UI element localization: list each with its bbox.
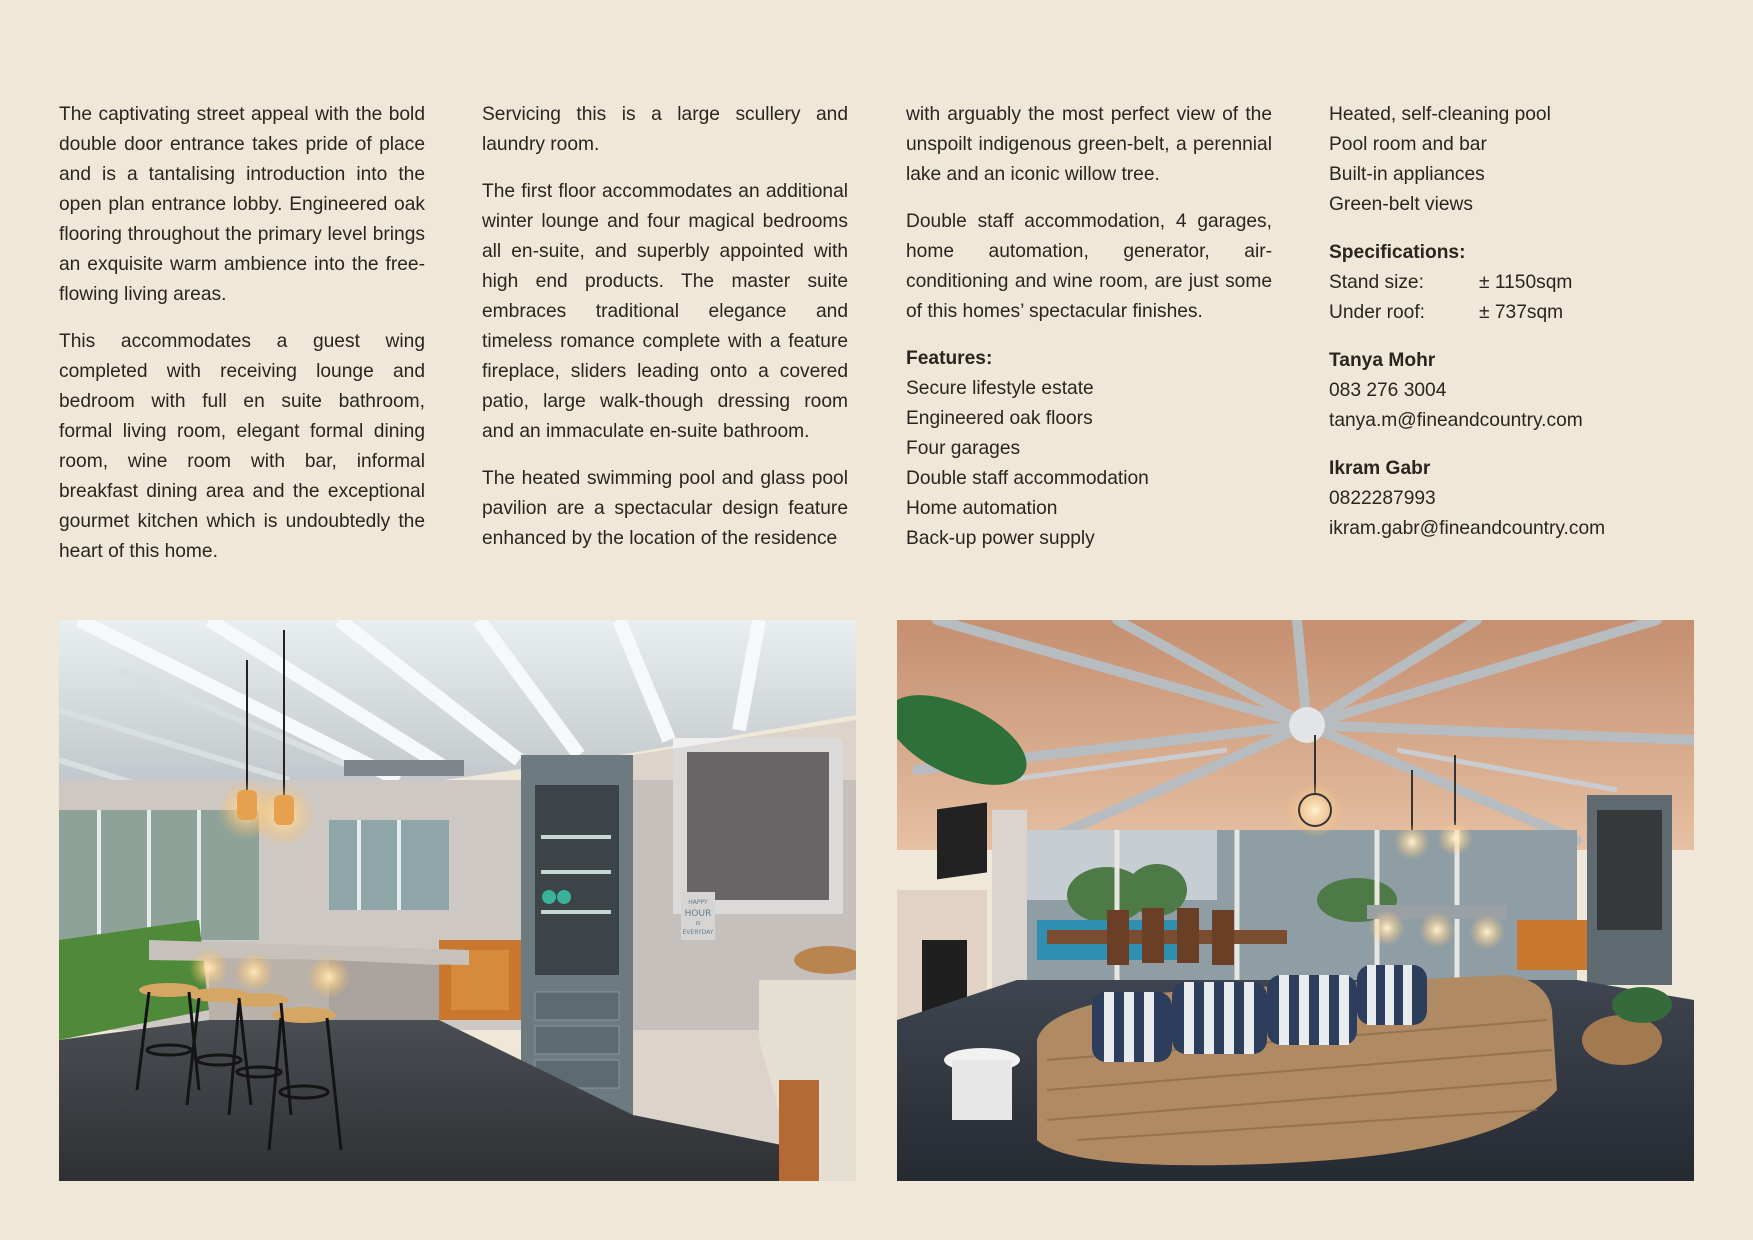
list-item: Home automation bbox=[906, 498, 1058, 519]
list-item: Built-in appliances bbox=[1329, 164, 1485, 185]
text-column-3 bbox=[906, 100, 1272, 572]
list-item: Engineered oak floors bbox=[906, 408, 1093, 429]
list-item: Back-up power supply bbox=[906, 528, 1095, 549]
bar-interior-photo bbox=[59, 620, 856, 1181]
scullery-paragraph: Servicing this is a large scullery and laundry room. bbox=[482, 104, 848, 155]
contact-name: Tanya Mohr bbox=[1329, 350, 1436, 371]
spec-label: Stand size: bbox=[1329, 272, 1424, 293]
contact-phone[interactable]: 083 276 3004 bbox=[1329, 380, 1447, 401]
guest-wing-paragraph: This accommodates a guest wing completed with receiving lounge and bedroom with full en suite bathroom, formal living room, elegant formal dining room, wine room with bar, informal breakfast dining area and the exceptional gourmet kitchen which is undoubtedly the heart of this home. bbox=[59, 331, 425, 562]
contact-name: Ikram Gabr bbox=[1329, 458, 1431, 479]
text-column-1 bbox=[59, 100, 425, 584]
list-item: Double staff accommodation bbox=[906, 468, 1149, 489]
sign-text: HAPPY bbox=[688, 899, 708, 906]
spec-value: ± 1150sqm bbox=[1479, 272, 1573, 293]
finishes-paragraph: Double staff accommodation, 4 garages, home automation, generator, air-conditioning and wine room, are just some of this homes’ spectacular finishes. bbox=[906, 211, 1272, 322]
features-list bbox=[906, 374, 1272, 554]
spec-value: ± 737sqm bbox=[1479, 302, 1564, 323]
spec-row-under-roof bbox=[1329, 298, 1659, 328]
view-paragraph: with arguably the most perfect view of the unspoilt indigenous green-belt, a perennial lake and an iconic willow tree. bbox=[906, 104, 1272, 185]
list-item: Secure lifestyle estate bbox=[906, 378, 1094, 399]
list-item: Four garages bbox=[906, 438, 1021, 459]
contact-card-ikram bbox=[1329, 454, 1659, 544]
pool-paragraph: The heated swimming pool and glass pool pavilion are a spectacular design feature enhanced by the location of the residence bbox=[482, 468, 848, 549]
pavilion-lounge-illustration bbox=[897, 620, 1694, 1181]
contact-email[interactable]: tanya.m@fineandcountry.com bbox=[1329, 410, 1583, 431]
first-floor-paragraph: The first floor accommodates an additional winter lounge and four magical bedrooms all en-suite, and superbly appointed with high end products. The master suite embraces traditional elegance and timeless romance complete with a feature fireplace, sliders leading onto a covered patio, large walk-though dressing room and an immaculate en-suite bathroom. bbox=[482, 181, 848, 442]
specifications-block bbox=[1329, 238, 1659, 328]
list-item: Heated, self-cleaning pool bbox=[1329, 104, 1551, 125]
features-heading: Features: bbox=[906, 348, 993, 369]
intro-paragraph: The captivating street appeal with the bold double door entrance takes pride of place and is a tantalising introduction into the open plan entrance lobby. Engineered oak flooring throughout the primary level brings an exquisite warm ambience into the free-flowing living areas. bbox=[59, 104, 425, 305]
text-column-4 bbox=[1329, 100, 1659, 562]
contact-phone[interactable]: 0822287993 bbox=[1329, 488, 1436, 509]
specifications-heading: Specifications: bbox=[1329, 242, 1466, 263]
sign-text: IS bbox=[695, 921, 701, 927]
text-column-2 bbox=[482, 100, 848, 571]
spec-label: Under roof: bbox=[1329, 302, 1425, 323]
spec-row-stand-size bbox=[1329, 268, 1659, 298]
contact-email[interactable]: ikram.gabr@fineandcountry.com bbox=[1329, 518, 1606, 539]
bar-interior-illustration bbox=[59, 620, 856, 1181]
contact-card-tanya bbox=[1329, 346, 1659, 436]
sign-text: HOUR bbox=[684, 909, 712, 919]
list-item: Green-belt views bbox=[1329, 194, 1473, 215]
features-list-continued bbox=[1329, 100, 1659, 220]
pavilion-lounge-photo bbox=[897, 620, 1694, 1181]
list-item: Pool room and bar bbox=[1329, 134, 1487, 155]
sign-text: EVERYDAY bbox=[682, 929, 714, 936]
